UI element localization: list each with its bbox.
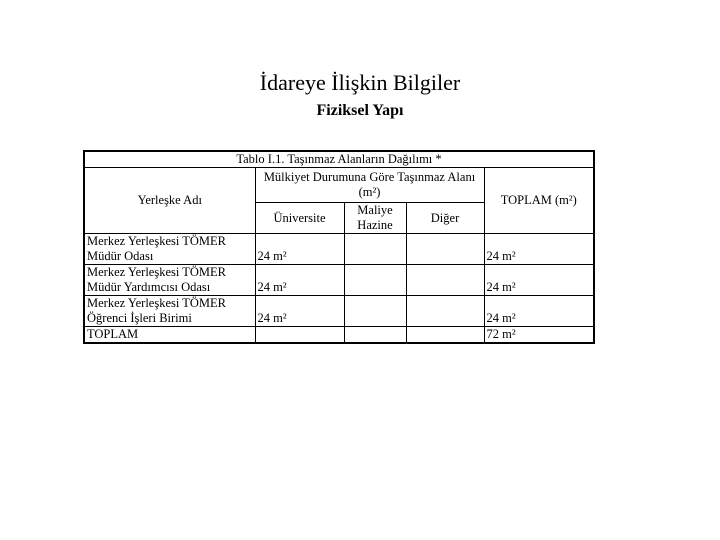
row-treasury [344, 265, 406, 296]
row-name: Merkez Yerleşkesi TÖMER Müdür Yardımcısı Odası [84, 265, 255, 296]
table-row [84, 234, 594, 265]
treasury-header: Maliye Hazine [344, 203, 406, 234]
table-row [84, 265, 594, 296]
other-header: Diğer [406, 203, 484, 234]
total-row-name: TOPLAM [84, 327, 255, 344]
total-row-university [255, 327, 344, 344]
row-other [406, 296, 484, 327]
row-university: 24 m² [255, 265, 344, 296]
total-row [84, 327, 594, 344]
page-subtitle: Fiziksel Yapı [316, 102, 404, 119]
university-header: Üniversite [255, 203, 344, 234]
row-other [406, 265, 484, 296]
row-name: Merkez Yerleşkesi TÖMER Öğrenci İşleri Birimi [84, 296, 255, 327]
row-university: 24 m² [255, 296, 344, 327]
row-total: 24 m² [484, 265, 594, 296]
ownership-header: Mülkiyet Durumuna Göre Taşınmaz Alanı (m²) [255, 168, 484, 203]
total-row-treasury [344, 327, 406, 344]
total-header: TOPLAM (m²) [484, 168, 594, 234]
row-treasury [344, 296, 406, 327]
property-area-table [83, 150, 595, 344]
row-total: 24 m² [484, 234, 594, 265]
total-row-other [406, 327, 484, 344]
table-row [84, 296, 594, 327]
row-treasury [344, 234, 406, 265]
table-caption: Tablo I.1. Taşınmaz Alanların Dağılımı * [84, 151, 594, 168]
row-total: 24 m² [484, 296, 594, 327]
row-university: 24 m² [255, 234, 344, 265]
total-row-total: 72 m² [484, 327, 594, 344]
row-name: Merkez Yerleşkesi TÖMER Müdür Odası [84, 234, 255, 265]
campus-header: Yerleşke Adı [84, 168, 255, 234]
row-other [406, 234, 484, 265]
page-title: İdareye İlişkin Bilgiler [259, 70, 461, 95]
